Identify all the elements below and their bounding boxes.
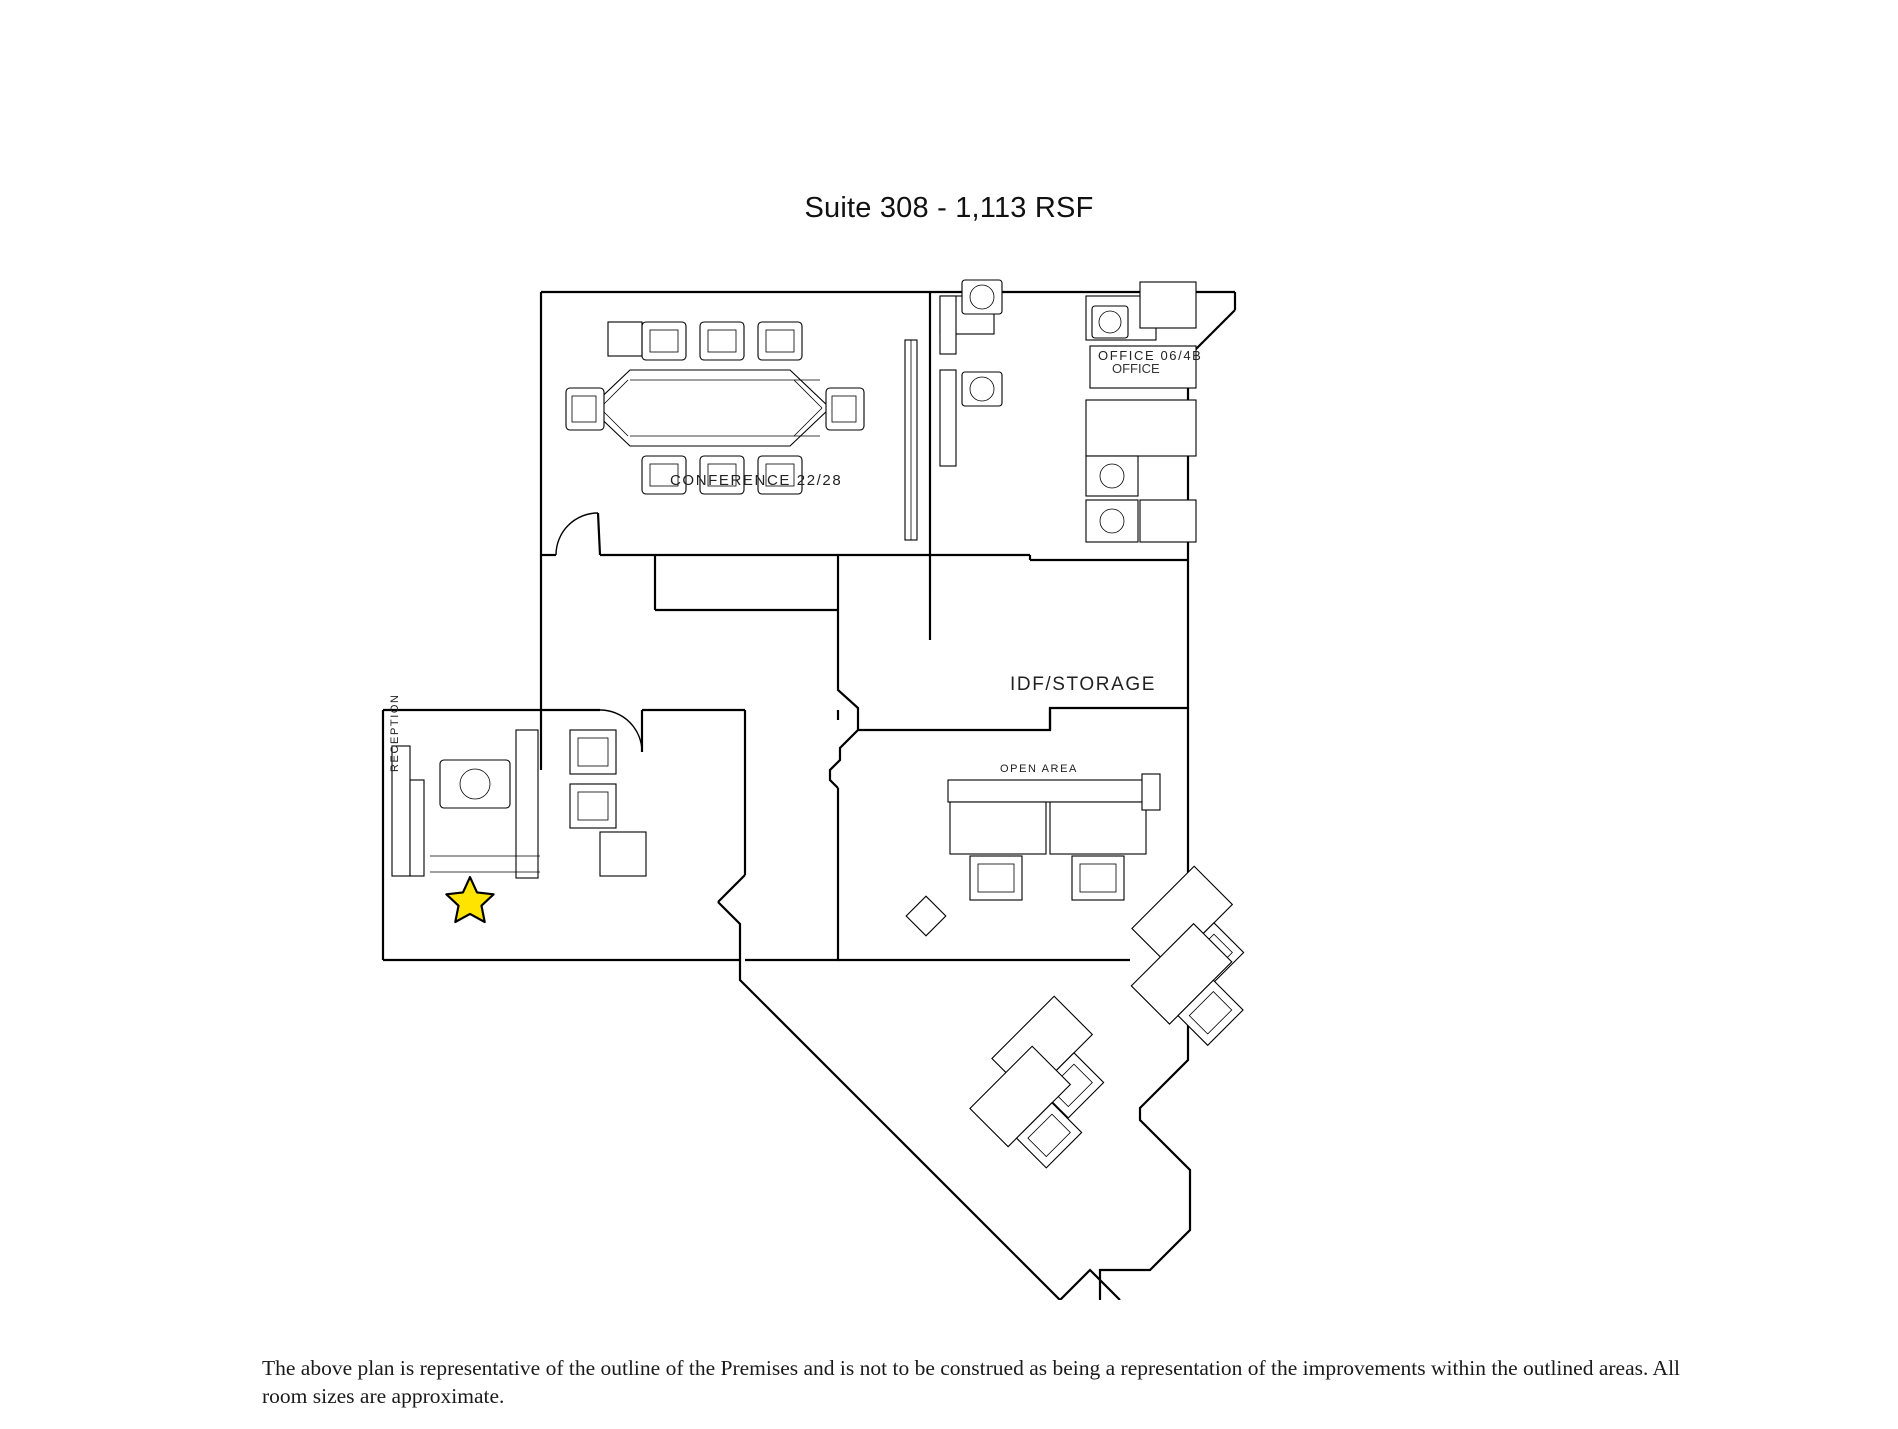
svg-text:OFFICE: OFFICE <box>1112 361 1160 376</box>
room-label-open-area: OPEN AREA <box>1000 763 1078 775</box>
floorplan-svg <box>0 260 1898 1300</box>
room-label-reception: RECEPTION <box>389 693 401 772</box>
suite-walls <box>0 260 1898 1300</box>
disclaimer-text: The above plan is representative of the outline of the Premises and is not to be construed as being a representation of the improvements within the outlined areas. All room sizes are approximate. <box>262 1356 1681 1408</box>
floorplan-image <box>0 260 1898 1300</box>
room-label-office: OFFICE 06/4B <box>1098 348 1203 363</box>
room-label-idf-storage: IDF/STORAGE <box>1010 674 1157 695</box>
page-title: Suite 308 - 1,113 RSF <box>804 192 1094 224</box>
room-label-conference: CONFERENCE 22/28 <box>670 472 843 489</box>
